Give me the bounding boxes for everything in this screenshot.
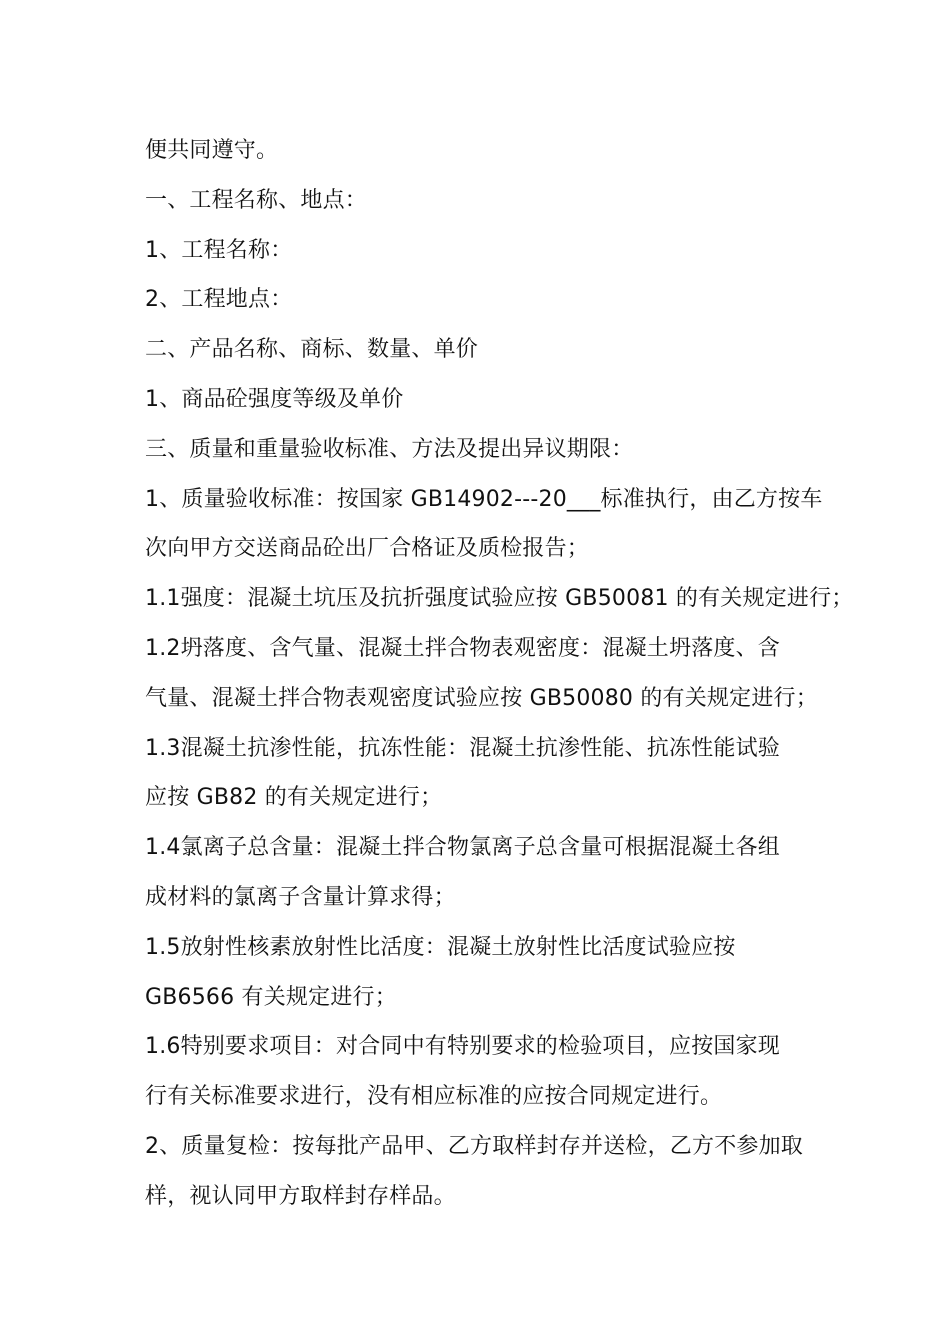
section-heading: 一、工程名称、地点： (145, 187, 368, 213)
text-line: 1、商品砼强度等级及单价 (145, 386, 404, 412)
text-line: 1.5放射性核素放射性比活度：混凝土放射性比活度试验应按 (145, 934, 736, 960)
text-line: 气量、混凝土拌合物表观密度试验应按 GB50080 的有关规定进行； (145, 685, 818, 711)
text-line: 1、工程名称： (145, 237, 293, 263)
text-line: 成材料的氯离子含量计算求得； (145, 884, 456, 910)
text-line: 1.3混凝土抗渗性能，抗冻性能：混凝土抗渗性能、抗冻性能试验 (145, 735, 780, 761)
document-body (145, 126, 854, 1222)
text-line: GB6566 有关规定进行； (145, 984, 397, 1010)
section-heading: 三、质量和重量验收标准、方法及提出异议期限： (145, 436, 634, 462)
text-line: 2、工程地点： (145, 287, 293, 313)
text-line: 行有关标准要求进行，没有相应标准的应按合同规定进行。 (145, 1084, 723, 1110)
text-line: 次向甲方交送商品砼出厂合格证及质检报告； (145, 536, 590, 562)
text-line: 1、质量验收标准：按国家 GB14902---20___标准执行，由乙方按车 (145, 486, 823, 512)
text-line: 1.6特别要求项目：对合同中有特别要求的检验项目，应按国家现 (145, 1034, 780, 1060)
text-line: 应按 GB82 的有关规定进行； (145, 785, 443, 811)
text-line: 1.2坍落度、含气量、混凝土拌合物表观密度：混凝土坍落度、含 (145, 635, 780, 661)
text-line: 1.1强度：混凝土坑压及抗折强度试验应按 GB50081 的有关规定进行； (145, 586, 854, 612)
text-line: 样，视认同甲方取样封存样品。 (145, 1183, 456, 1209)
text-line: 1.4氯离子总含量：混凝土拌合物氯离子总含量可根据混凝土各组 (145, 835, 780, 861)
section-heading: 二、产品名称、商标、数量、单价 (145, 337, 479, 363)
text-line: 便共同遵守。 (145, 138, 279, 163)
text-line: 2、质量复检：按每批产品甲、乙方取样封存并送检，乙方不参加取 (145, 1133, 803, 1159)
